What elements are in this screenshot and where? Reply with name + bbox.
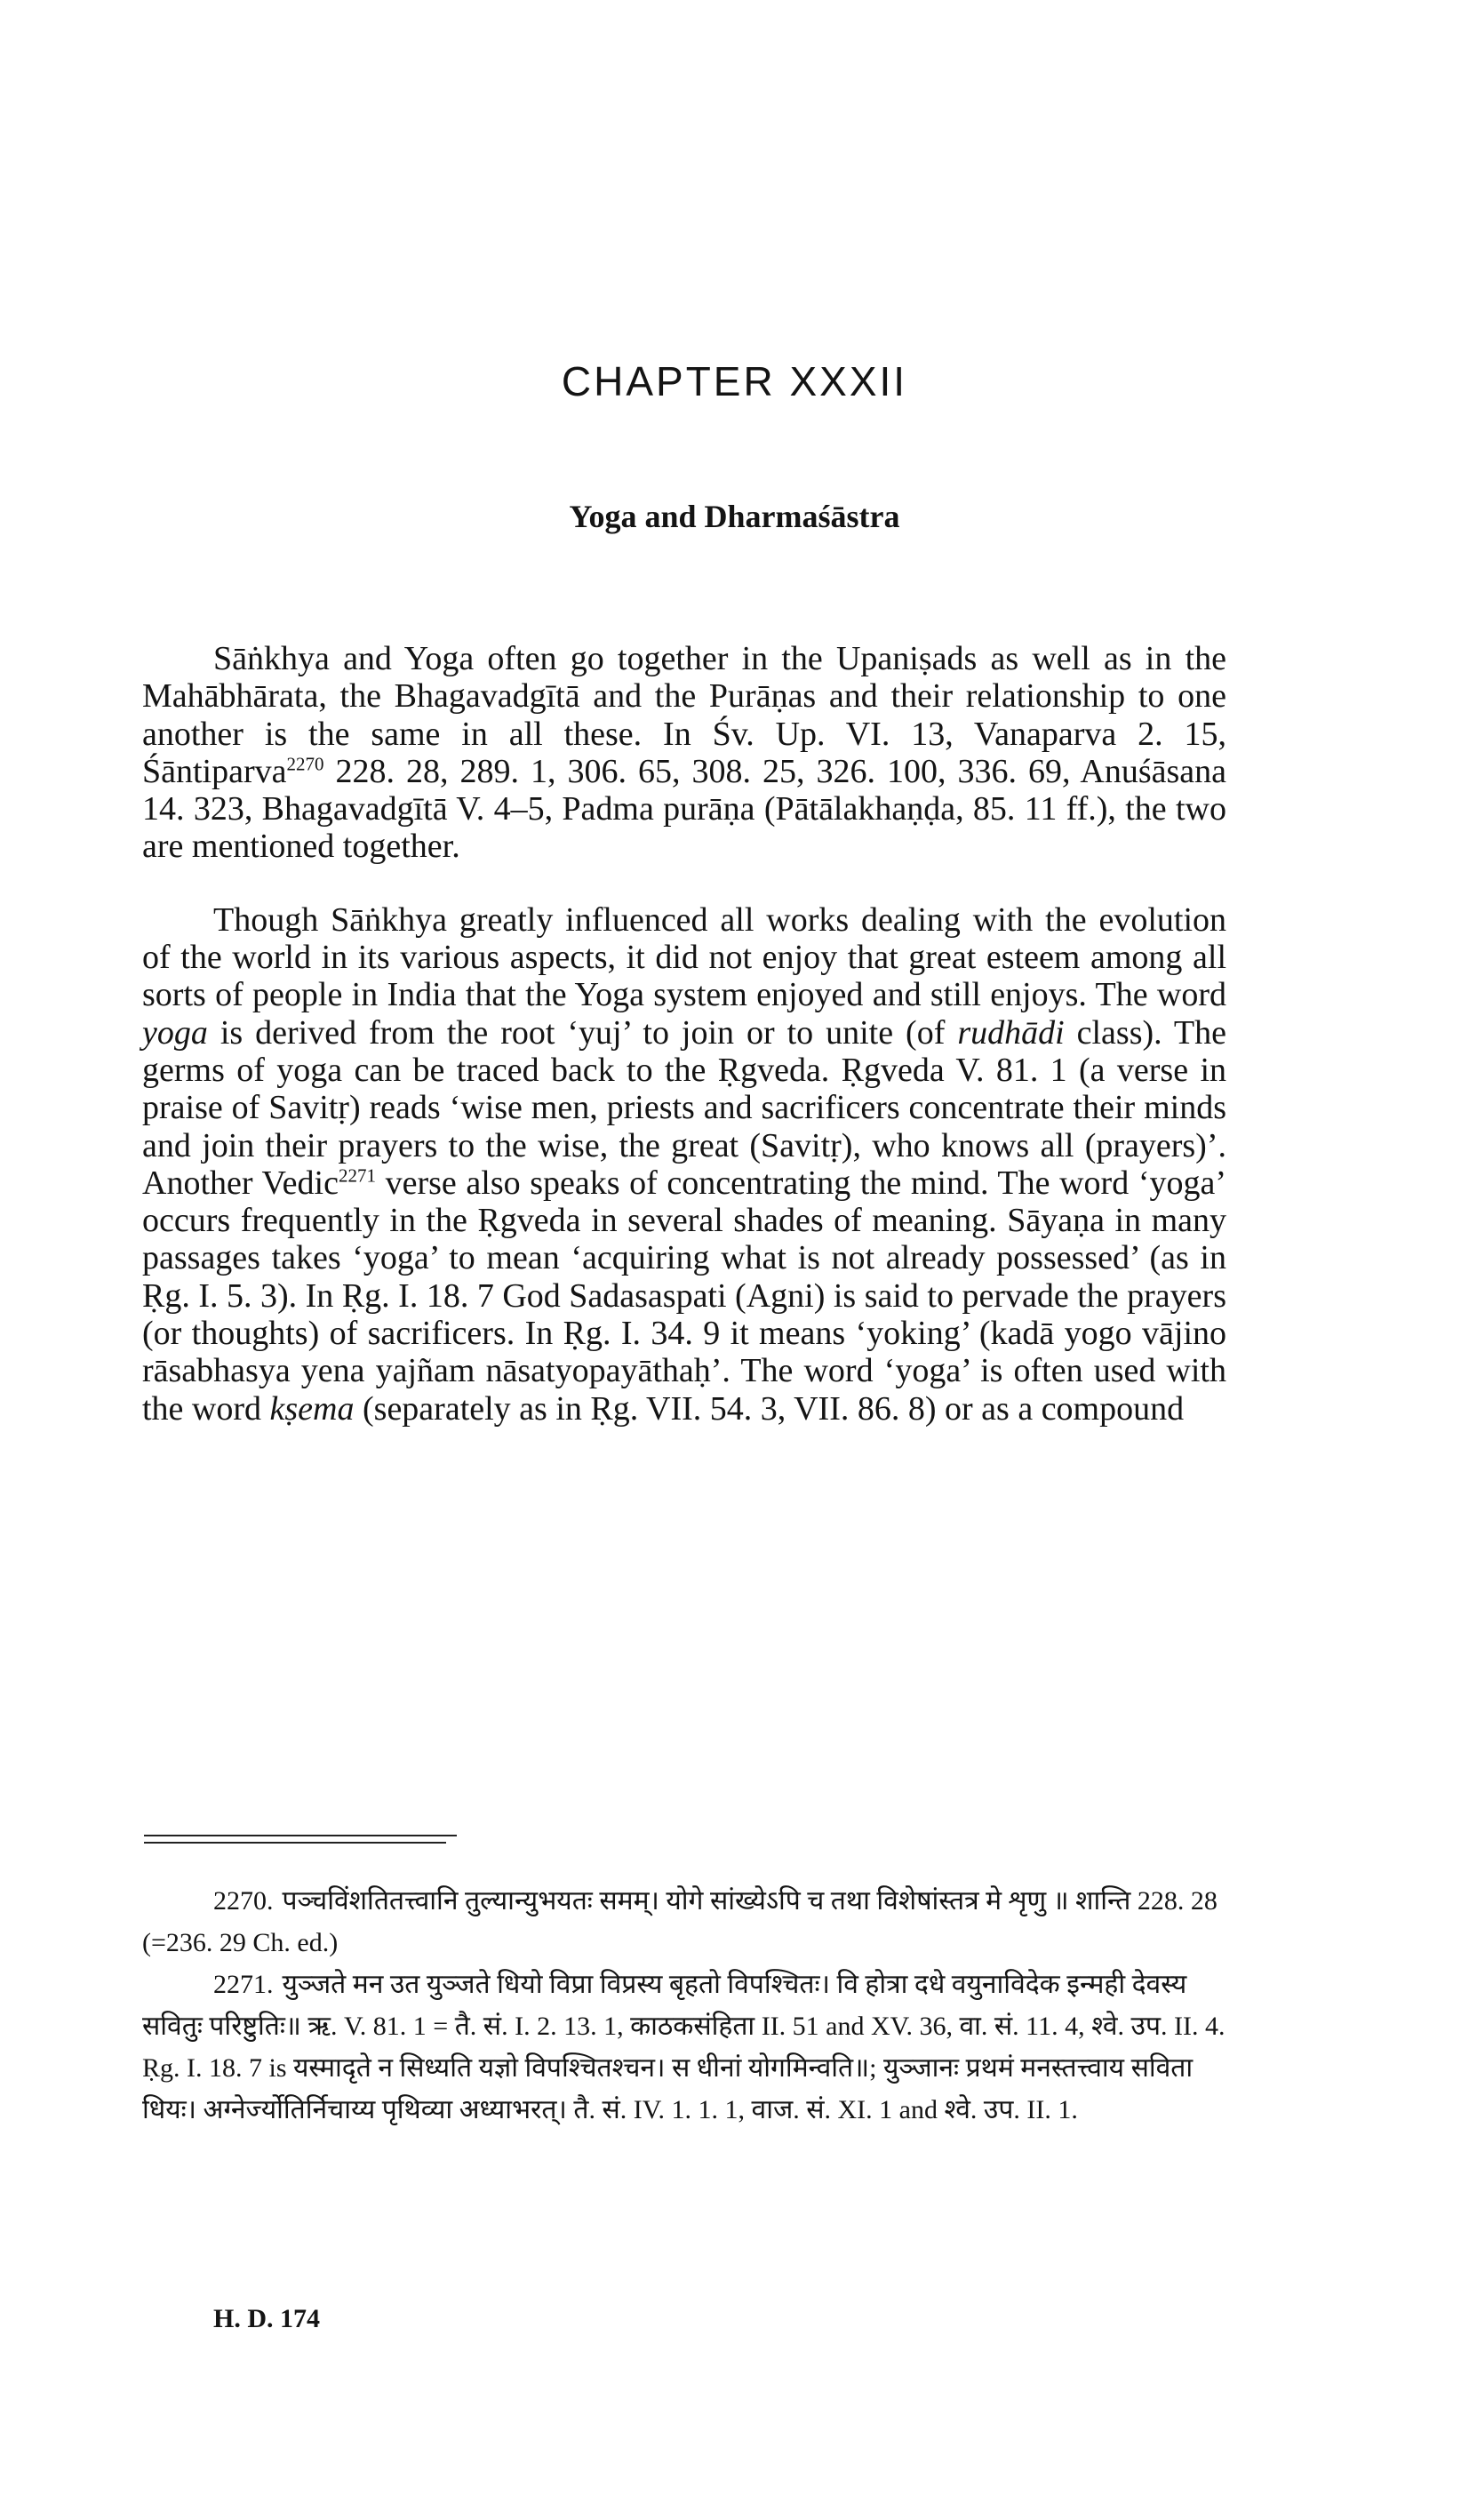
paragraph-1: [142, 640, 1226, 866]
footnote-number: 2271.: [213, 1970, 274, 1999]
paragraph-2-text-d: verse also speaks of concentrating the mind. The word ‘yoga’ occurs frequently in the Ṛgveda in several shades of meaning. Sāyaṇa in many passages takes ‘yoga’ to mean ‘acquiring what is not already possessed’ (as in Ṛg. I. 5. 3). In Ṛg. I. 18. 7 God Sadasaspati (Agni) is said to pervade the prayers (or thoughts) of sacrificers. In Ṛg. I. 34. 9 it means ‘yoking’ (kadā yogo vājino rāsabhasya yena yajñam nāsatyopayāthaḥ’. The word ‘yoga’ is often used with the word: [142, 1164, 1227, 1428]
paragraph-2-italic-yoga: yoga: [142, 1013, 208, 1052]
footnote-divider-rule-2: [144, 1842, 446, 1844]
footnote-divider-rule: [144, 1835, 457, 1836]
footnote-text: पञ्चविंशतितत्त्वानि तुल्यान्युभयतः समम्। योगे सांख्येऽपि च तथा विशेषांस्तत्र मे शृणु ॥ शान्ति 228. 28 (=236. 29 Ch. ed.): [142, 1886, 1218, 1957]
body-text: [142, 640, 1226, 1428]
signature-mark: H. D. 174: [213, 2304, 320, 2333]
paragraph-2: [142, 901, 1226, 1428]
paragraph-2-italic-rudhadi: rudhādi: [957, 1013, 1065, 1052]
paragraph-2-text-c: class). The germs of yoga can be traced back to the Ṛgveda. Ṛgveda V. 81. 1 (a verse in praise of Savitṛ) reads ‘wise men, priests and sacrificers concentrate their minds and join their prayers to the wise, the great (Savitṛ), who knows all (prayers)’. Another Vedic: [142, 1013, 1226, 1202]
footnote-ref-2271: 2271: [338, 1164, 376, 1187]
paragraph-2-text-a: Though Sāṅkhya greatly influenced all works dealing with the evolution of the world in its various aspects, it did not enjoy that great esteem among all sorts of people in India that the Yoga system enjoyed and still enjoys. The word: [142, 900, 1226, 1014]
section-title: Yoga and Dharmaśāstra: [569, 499, 900, 534]
footnote-2270: [142, 1880, 1230, 1964]
paragraph-1-text-b: 228. 28, 289. 1, 306. 65, 308. 25, 326. 100, 336. 69, Anuśāsana 14. 323, Bhagavadgītā V. 4–5, Padma purāṇa (Pātālakhaṇḍa, 85. 11 ff.), the two are mentioned together.: [142, 752, 1226, 866]
footnote-2271: [142, 1964, 1230, 2131]
footnote-ref-2270: 2270: [286, 753, 324, 775]
chapter-title: CHAPTER XXXII: [561, 358, 908, 404]
paragraph-1-text-a: Sāṅkhya and Yoga often go together in the Upaniṣads as well as in the Mahābhārata, the Bhagavadgītā and the Purāṇas and their relationship to one another is the same in all these. In Śv. Up. VI. 13, Vanaparva 2. 15, Śāntiparva: [142, 640, 1226, 790]
paragraph-2-text-e: (separately as in Ṛg. VII. 54. 3, VII. 86. 8) or as a compound: [354, 1389, 1185, 1428]
paragraph-2-text-b: is derived from the root ‘yuj’ to join or to unite (of: [207, 1013, 958, 1052]
footnote-text: युञ्जते मन उत युञ्जते धियो विप्रा विप्रस्य बृहतो विपश्चितः। वि होत्रा दधे वयुनाविदेक इन्मही देवस्य सवितुः परिष्टुतिः॥ ऋ. V. 81. 1 = तै. सं. I. 2. 13. 1, काठकसंहिता II. 51 and XV. 36, वा. सं. 11. 4, श्वे. उप. II. 4. Ṛg. I. 18. 7 is यस्मादृते न सिध्यति यज्ञो विपश्चितश्चन। स धीनां योगमिन्वति॥; युञ्जानः प्रथमं मनस्तत्त्वाय सविता धियः। अग्नेर्ज्योतिर्निचाय्य पृथिव्या अध्याभरत्। तै. सं. IV. 1. 1. 1, वाज. सं. XI. 1 and श्वे. उप. II. 1.: [142, 1970, 1225, 2124]
footnote-number: 2270.: [213, 1886, 274, 1916]
paragraph-2-italic-ksema: kṣema: [269, 1389, 355, 1428]
footnotes: [142, 1880, 1230, 2131]
